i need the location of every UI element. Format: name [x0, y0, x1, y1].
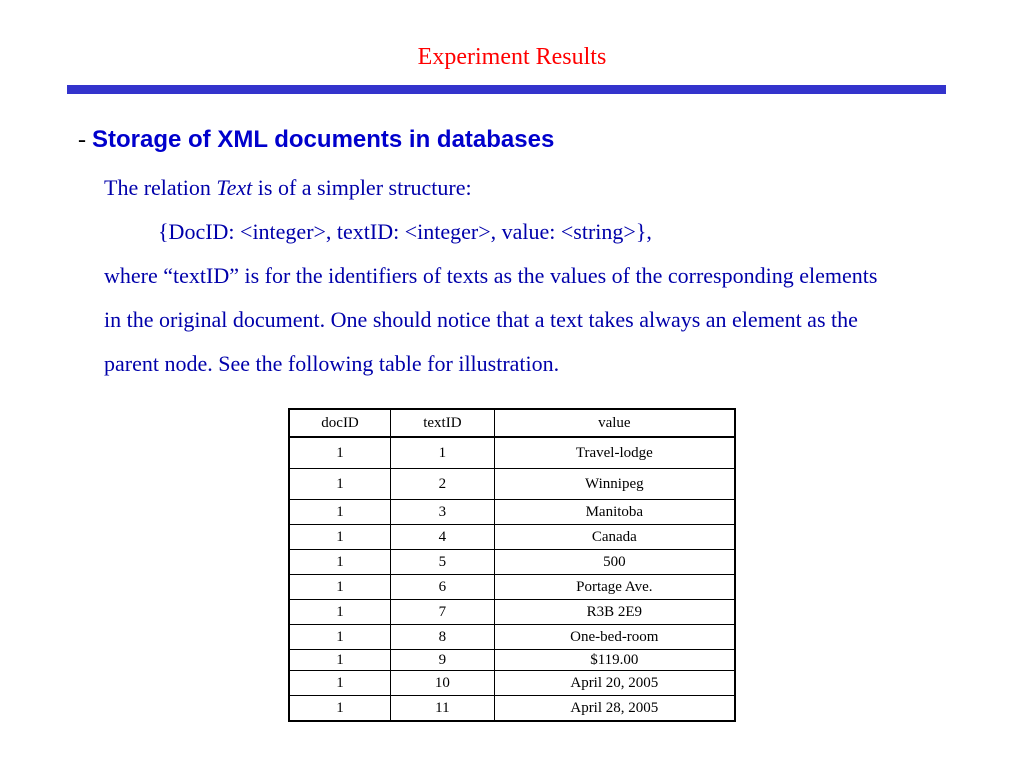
cell-textid: 8 [391, 625, 495, 650]
title-divider [67, 85, 946, 94]
cell-value: One-bed-room [494, 625, 735, 650]
schema-definition: {DocID: <integer>, textID: <integer>, value: <string>}, [158, 219, 652, 244]
table-row [289, 696, 735, 722]
cell-value: Travel-lodge [494, 437, 735, 469]
table-row [289, 650, 735, 671]
table-row [289, 525, 735, 550]
line1-prefix: The relation [104, 175, 217, 200]
paragraph-line-1 [104, 174, 472, 202]
paragraph-line-4: in the original document. One should notice that a text takes always an element as the [104, 307, 858, 332]
cell-textid: 11 [391, 696, 495, 722]
table-row [289, 550, 735, 575]
cell-docid: 1 [289, 696, 391, 722]
cell-textid: 4 [391, 525, 495, 550]
cell-docid: 1 [289, 575, 391, 600]
cell-value: Canada [494, 525, 735, 550]
column-header-textid: textID [391, 409, 495, 437]
cell-docid: 1 [289, 550, 391, 575]
table-row [289, 600, 735, 625]
cell-value: April 28, 2005 [494, 696, 735, 722]
column-header-docid: docID [289, 409, 391, 437]
cell-value: April 20, 2005 [494, 671, 735, 696]
cell-docid: 1 [289, 469, 391, 500]
cell-textid: 3 [391, 500, 495, 525]
cell-textid: 6 [391, 575, 495, 600]
table-row [289, 625, 735, 650]
table-row [289, 500, 735, 525]
relation-name: Text [216, 175, 253, 200]
line1-suffix: is of a simpler structure: [252, 175, 472, 200]
cell-textid: 7 [391, 600, 495, 625]
cell-docid: 1 [289, 671, 391, 696]
cell-value: Manitoba [494, 500, 735, 525]
cell-value: R3B 2E9 [494, 600, 735, 625]
heading-text: Storage of XML documents in databases [92, 126, 555, 153]
cell-textid: 2 [391, 469, 495, 500]
table-row [289, 575, 735, 600]
cell-value: 500 [494, 550, 735, 575]
slide-title: Experiment Results [417, 44, 607, 70]
cell-textid: 10 [391, 671, 495, 696]
cell-textid: 1 [391, 437, 495, 469]
cell-textid: 9 [391, 650, 495, 671]
text-relation-table [288, 408, 736, 722]
cell-value: $119.00 [494, 650, 735, 671]
cell-textid: 5 [391, 550, 495, 575]
column-header-value: value [494, 409, 735, 437]
table-header-row [289, 409, 735, 437]
table-row [289, 671, 735, 696]
cell-docid: 1 [289, 437, 391, 469]
cell-docid: 1 [289, 650, 391, 671]
paragraph-line-3: where “textID” is for the identifiers of texts as the values of the corresponding elements [104, 263, 878, 288]
cell-docid: 1 [289, 500, 391, 525]
table-row [289, 469, 735, 500]
cell-docid: 1 [289, 625, 391, 650]
paragraph-line-5: parent node. See the following table for illustration. [104, 351, 560, 376]
cell-docid: 1 [289, 600, 391, 625]
cell-docid: 1 [289, 525, 391, 550]
cell-value: Winnipeg [494, 469, 735, 500]
cell-value: Portage Ave. [494, 575, 735, 600]
table-row [289, 437, 735, 469]
section-heading [78, 124, 554, 156]
heading-bullet: - [78, 127, 86, 153]
